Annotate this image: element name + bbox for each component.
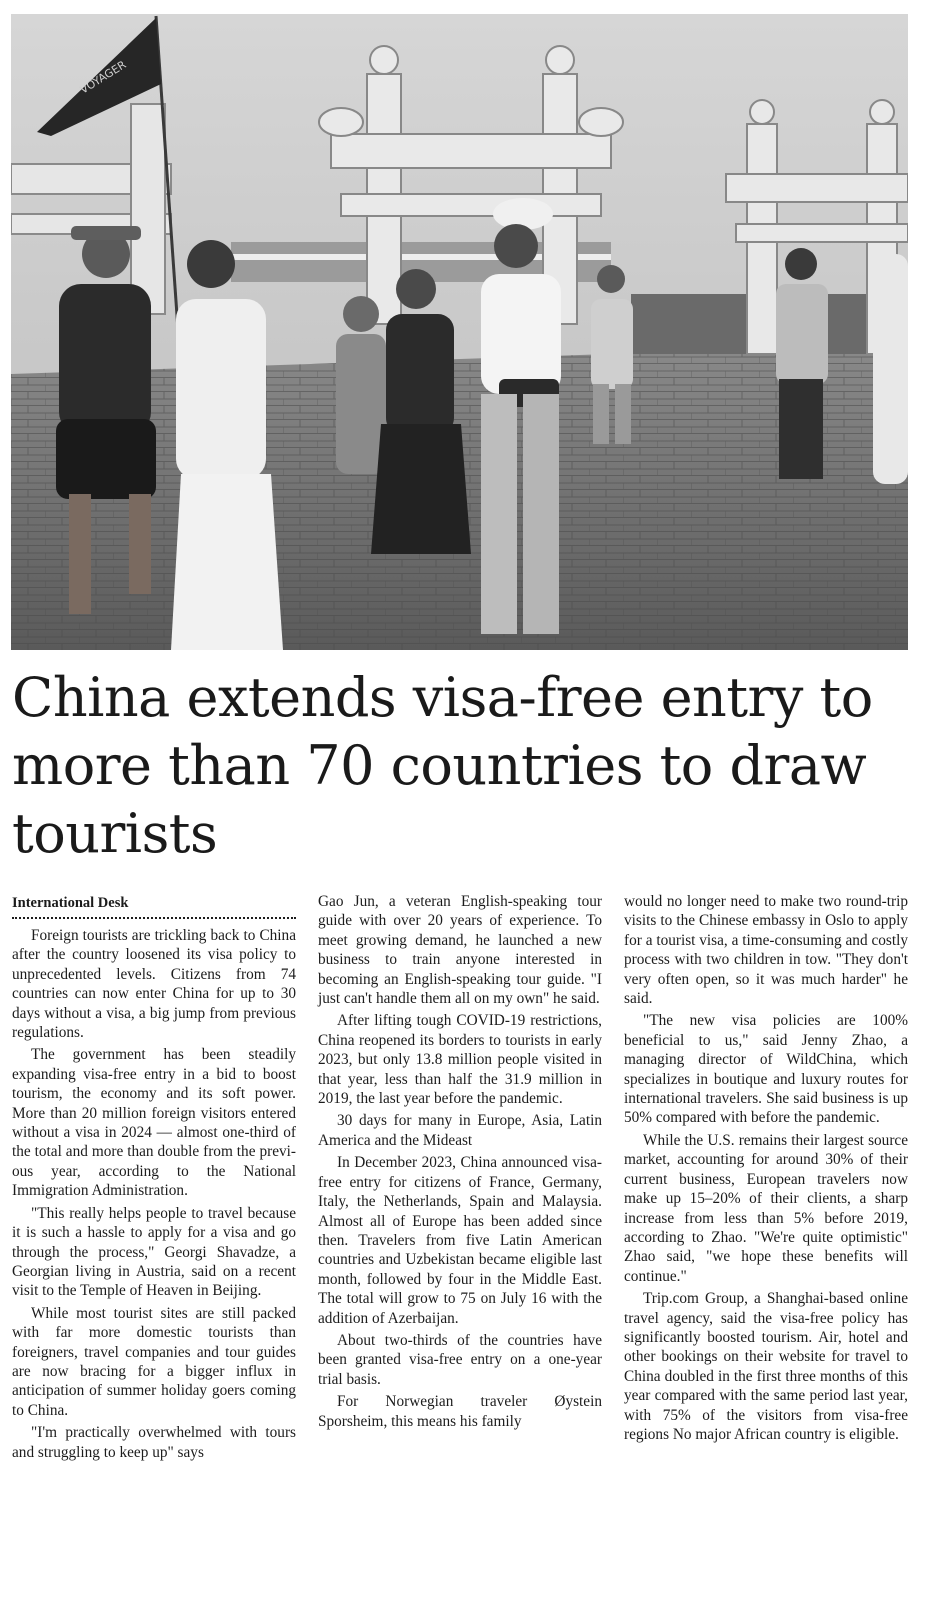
paragraph: In December 2023, China announced visa-free entry for citizens of France, Germany, Italy, the Netherlands, Spain and Malaysia. Almost all of Europe has been added since then. Travelers from five Latin American countries and Uzbekistan became eligible last month, followed by four in the Middle East. The total will grow to 75 on July 16 with the addition of Azerbaijan. [318,1154,602,1327]
paragraph: About two-thirds of the countries have been granted visa-free entry on a one-year trial basis. [318,1331,602,1388]
paragraph: Gao Jun, a veteran English-speaking tour guide with over 20 years of experience. To meet growing demand, he launched a new business to train anyone interested in becoming an English-speaking tour guide. "I just can't handle them all on my own" he said. [318,893,602,1008]
flag-text: VOYAGER [77,58,129,97]
article-column-3 [624,892,908,1447]
paragraph: would no longer need to make two round-trip visits to the Chinese embassy in Oslo to apply for a tourist visa, a time-consuming and costly process with two children in tow. "They don't very often open, so it was much harder" he said. [624,893,908,1008]
paragraph: While the U.S. remains their largest source market, accounting for around 30% of their current business, European travelers now make up 15–20% of their clients, a sharp increase from less than 5% before 2019, according to Zhao. "We're quite optimistic" Zhao said, "we hope these benefits will continue." [624,1131,908,1285]
paragraph: After lifting tough COVID-19 restrictions, China reopened its borders to tourists in early 2023, but only 13.8 million people visited in that year, less than half the 31.9 million in 2019, the last year before the pandemic. [318,1012,602,1108]
news-photo [11,14,908,650]
photo-temple-of-heaven-tourists [11,14,908,650]
paragraph: "The new visa policies are 100% beneficial to us," said Jenny Zhao, a managing director of WildChina, which specializes in boutique and luxury routes for international travelers. She said business is up 50% compared with before the pandemic. [624,1012,908,1127]
section-label: International Desk [12,892,296,919]
paragraph: Trip.com Group, a Shanghai-based online travel agency, said the visa-free policy has significantly boosted tourism. Air, hotel and other bookings on their website for travel to China doubled in the first three months of this year compared with the same period last year, with 75% of the visitors from visa-free regions No major African country is eligible. [624,1290,908,1443]
paragraph: "This really helps people to travel because it is such a hassle to apply for a visa and go through the process," Georgi Shavadze, a Georgian living in Austria, said on a recent visit to the Temple of Heaven in Beijing. [12,1204,296,1300]
paragraph: Foreign tourists are trickling back to China after the country loosened its visa policy to unprecedented levels. Citizens from 74 countries can now enter China for up to 30 days without a visa, a big jump from previous regulations. [12,927,296,1042]
paragraph: For Norwegian traveler Øystein Sporsheim, this means his family [318,1393,602,1430]
paragraph: While most tourist sites are still packed with far more domestic tourists than foreigners, travel companies and tour guides are now bracing for a bigger influx in anticipation of summer holiday goers coming to China. [12,1304,296,1419]
article-column-2 [318,892,602,1434]
paragraph: The government has been steadily expanding visa-free entry in a bid to boost tourism, the economy and its soft power. More than 20 million foreign visitors entered without a visa in 2024 — almost one-third of the total and more than double from the previous year, according to the National Immigration Administration. [12,1046,296,1200]
headline: China extends visa-free entry to more than 70 countries to draw tourists [12,666,873,865]
paragraph: "I'm practically overwhelmed with tours and struggling to keep up" says [12,1424,296,1461]
subheading: 30 days for many in Europe, Asia, Latin America and the Mideast [318,1112,602,1149]
article-column-1 [12,892,296,1465]
